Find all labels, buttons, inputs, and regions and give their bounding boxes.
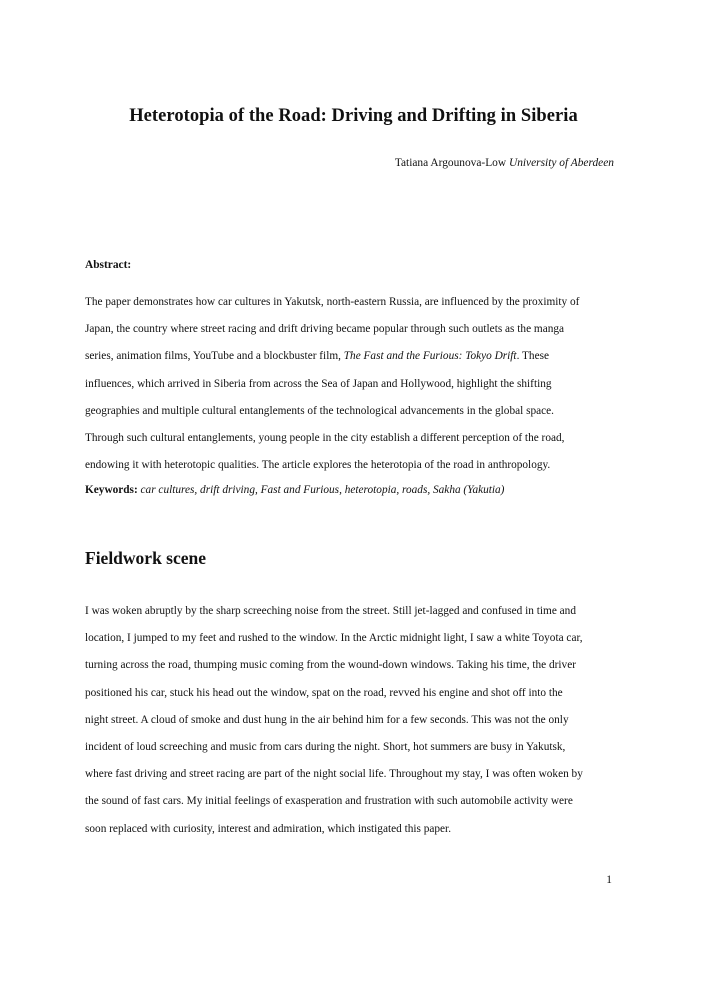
body-line: night street. A cloud of smoke and dust hung in the air behind him for a few seconds. This was not the only (85, 713, 569, 726)
keywords (85, 484, 504, 496)
section-heading: Fieldwork scene (85, 548, 207, 568)
abstract-line: The paper demonstrates how car cultures in Yakutsk, north-eastern Russia, are influenced by the proximity of (85, 296, 580, 308)
keywords-values: car cultures, drift driving, Fast and Furious, heterotopia, roads, Sakha (Yakutia) (140, 484, 505, 496)
body-line: where fast driving and street racing are part of the night social life. Throughout my stay, I was often woken by (85, 768, 583, 781)
author-line (395, 157, 614, 169)
paper-title: Heterotopia of the Road: Driving and Drifting in Siberia (129, 106, 578, 126)
body-line: the sound of fast cars. My initial feelings of exasperation and frustration with such automobile activity were (85, 795, 573, 808)
body-line: incident of loud screeching and music from cars during the night. Short, hot summers are busy in Yakutsk, (85, 741, 566, 754)
body-line: positioned his car, stuck his head out the window, spat on the road, revved his engine and shot off into the (85, 686, 563, 699)
abstract-line-text: series, animation films, YouTube and a blockbuster film, (85, 350, 344, 363)
abstract-line-tail: . These (516, 350, 549, 363)
body-line: turning across the road, thumping music coming from the wound-down windows. Taking his time, the driver (85, 659, 576, 672)
body-line: I was woken abruptly by the sharp screeching noise from the street. Still jet-lagged and confused in time and (85, 605, 576, 617)
author-name: Tatiana Argounova-Low (394, 157, 507, 169)
section-body (85, 598, 625, 843)
body-line: location, I jumped to my feet and rushed to the window. In the Arctic midnight light, I saw a white Toyota car, (85, 632, 583, 645)
abstract-line: Through such cultural entanglements, young people in the city establish a different perception of the road, (85, 432, 565, 445)
abstract-line: geographies and multiple cultural entanglements of the technological advancements in the global space. (85, 404, 554, 417)
film-title: The Fast and the Furious: Tokyo Drift (343, 350, 517, 363)
abstract-line (85, 343, 625, 370)
abstract-line: endowing it with heterotopic qualities. The article explores the heterotopia of the road in anthropology. (85, 459, 551, 472)
abstract-line: Japan, the country where street racing and drift driving became popular through such outlets as the manga (85, 323, 565, 336)
keywords-label: Keywords: (85, 484, 138, 496)
body-line: soon replaced with curiosity, interest and admiration, which instigated this paper. (85, 822, 452, 835)
abstract-heading: Abstract: (85, 259, 132, 271)
author-affiliation: University of Aberdeen (508, 157, 614, 169)
page-number: 1 (606, 874, 612, 886)
abstract-line: influences, which arrived in Siberia from across the Sea of Japan and Hollywood, highlight the shifting (85, 377, 552, 390)
abstract-body (85, 289, 625, 479)
